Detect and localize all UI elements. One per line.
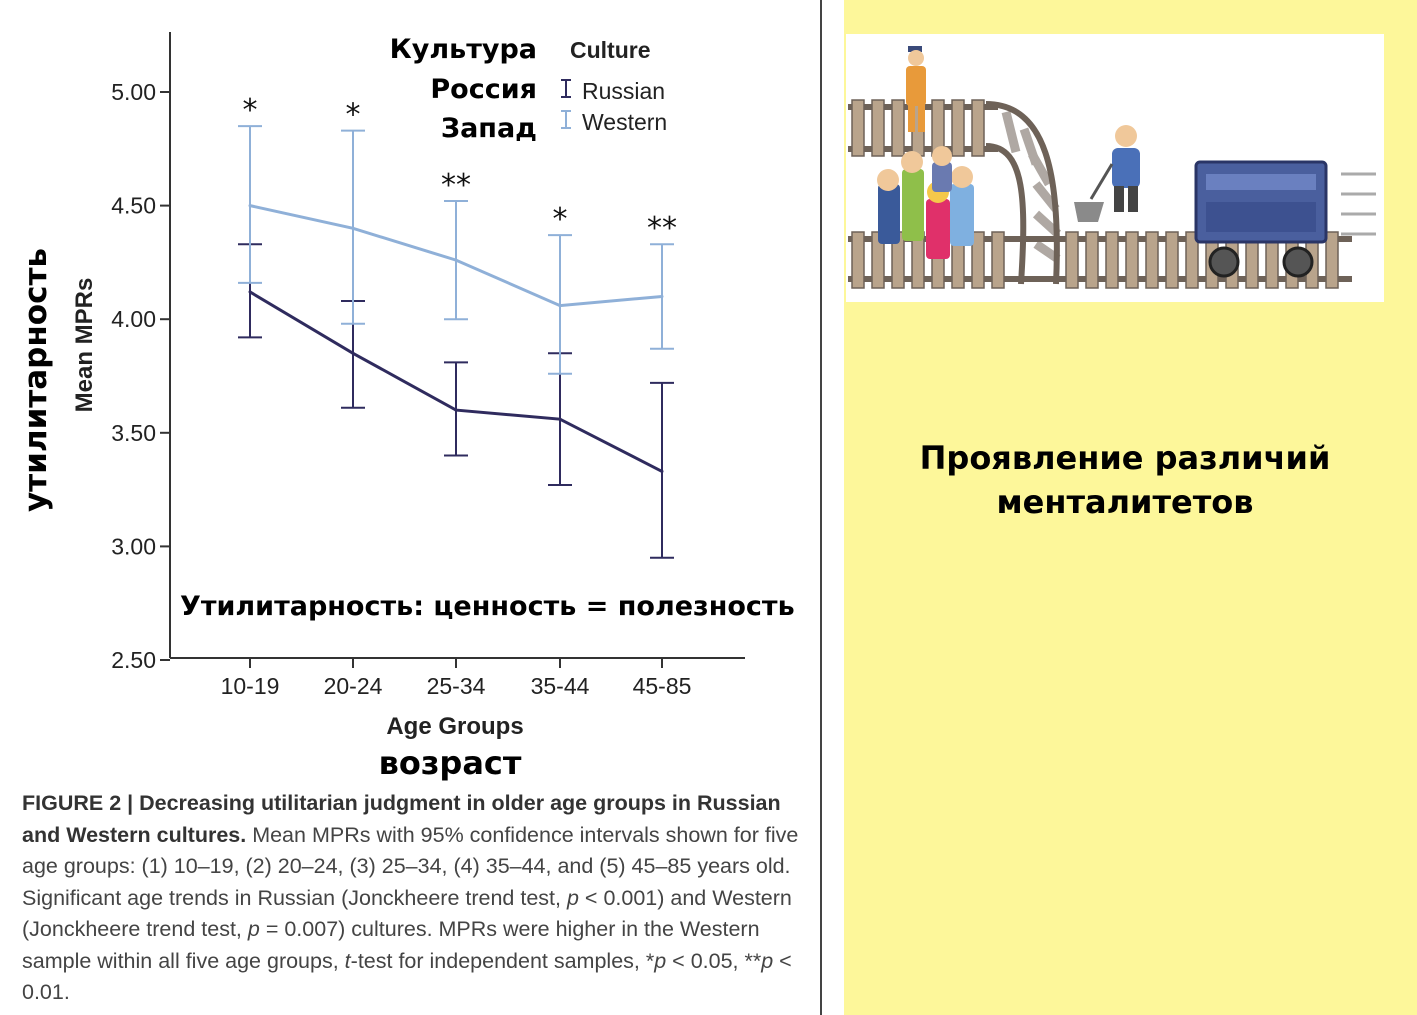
y-tick-label: 3.00 bbox=[111, 533, 156, 560]
data-point-western bbox=[559, 304, 562, 307]
trolley-problem-illustration bbox=[846, 34, 1384, 302]
significance-marker: ** bbox=[647, 211, 677, 247]
y-axis-ticks bbox=[111, 79, 170, 673]
y-tick-label: 3.50 bbox=[111, 419, 156, 446]
x-tick-label: 10-19 bbox=[220, 673, 280, 699]
data-point-western bbox=[352, 227, 355, 230]
data-point-russian bbox=[455, 409, 458, 412]
x-tick-label: 20-24 bbox=[323, 673, 383, 699]
legend-title: Culture bbox=[570, 37, 651, 63]
data-point-russian bbox=[661, 470, 664, 473]
legend-russian-ru: Россия bbox=[430, 74, 537, 105]
legend-title-ru: Культура bbox=[389, 34, 537, 65]
line-chart bbox=[0, 0, 820, 790]
x-tick-label: 25-34 bbox=[426, 673, 486, 699]
man-with-shovel bbox=[1074, 125, 1140, 222]
x-axis-title-ru: возраст bbox=[378, 744, 522, 782]
data-point-western bbox=[661, 295, 664, 298]
significance-marker: * bbox=[345, 97, 361, 133]
legend-western-ru: Запад bbox=[440, 113, 537, 144]
x-axis-title: Age Groups bbox=[386, 713, 524, 740]
legend-russian-label: Russian bbox=[582, 78, 666, 104]
data-point-western bbox=[249, 204, 252, 207]
data-point-russian bbox=[352, 352, 355, 355]
y-tick-label: 4.50 bbox=[111, 192, 156, 219]
slide-title: Проявление различий менталитетов bbox=[919, 439, 1331, 521]
legend-western-swatch bbox=[561, 111, 571, 128]
significance-marker: * bbox=[242, 93, 258, 129]
figure-caption: FIGURE 2 | Decreasing utilitarian judgment in older age groups in Russian and Western cultures. Mean MPRs with 95% confidence intervals shown for five age groups: (1) 10–19, (2) 20–24, (3) 25–34, (4) 35–44, and (5) 45–85 years old. Significant age trends in Russian (Jonckheere trend test, p < 0.001) and Western (Jonckheere trend test, p = 0.007) cultures. MPRs were higher in the Western sample within all five age groups, t-test for independent samples, *p < 0.05, **p < 0.01. bbox=[22, 791, 799, 1004]
data-point-russian bbox=[559, 418, 562, 421]
caption-bold: FIGURE 2 | Decreasing utilitarian judgment in older age groups in Russian and Western cultures. bbox=[22, 791, 781, 847]
y-axis-title-ru: утилитарность bbox=[18, 247, 54, 513]
chart-annotation-ru: Утилитарность: ценность = полезность bbox=[180, 591, 795, 622]
x-tick-label: 45-85 bbox=[632, 673, 692, 699]
significance-marker: * bbox=[552, 202, 568, 238]
legend-russian-swatch bbox=[561, 80, 571, 97]
x-axis-ticks bbox=[221, 658, 692, 699]
significance-marker: ** bbox=[441, 168, 471, 204]
y-axis-title: Mean MPRs bbox=[71, 277, 98, 413]
y-tick-label: 4.00 bbox=[111, 306, 156, 333]
data-point-western bbox=[455, 259, 458, 262]
y-tick-label: 5.00 bbox=[111, 79, 156, 105]
wagon bbox=[1196, 162, 1376, 276]
x-tick-label: 35-44 bbox=[530, 673, 590, 699]
data-point-russian bbox=[249, 290, 252, 293]
people-group bbox=[877, 146, 974, 259]
y-tick-label: 2.50 bbox=[111, 647, 156, 673]
legend-western-label: Western bbox=[582, 109, 668, 135]
